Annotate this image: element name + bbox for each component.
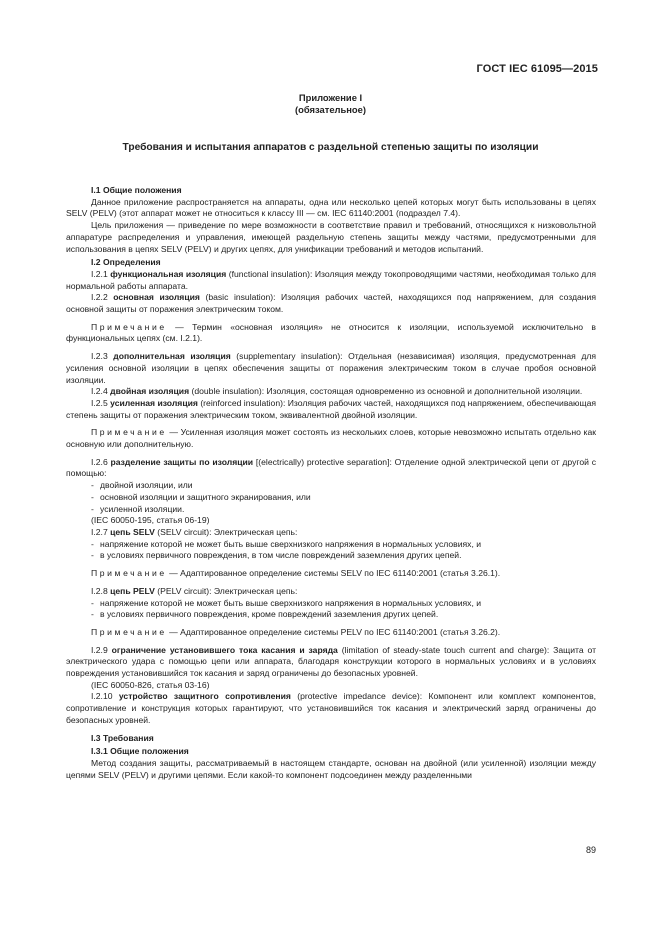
term: цепь SELV <box>110 526 155 537</box>
annex-status: (обязательное) <box>295 104 366 115</box>
note-label: Примечание <box>91 427 167 438</box>
note-label: Примечание <box>91 321 167 332</box>
page-number: 89 <box>585 845 596 855</box>
term: двойная изоляция <box>110 386 190 397</box>
reference: (IEC 60050-826, статья 03-16) <box>91 679 210 690</box>
definition: I.2.5 усиленная изоляция (reinforced insulation): Изоляция рабочих частей, находящихся под напряжением, обеспечивающая степень защиты от поражения электрическим током, эквивалентной двойной изоляции. <box>66 397 597 420</box>
definition: I.2.10 устройство защитного сопротивления (protective impedance device): Компонент или комплект компонентов, сопротивление и конструкция которых гарантируют, что установившийся ток касания и электрический заряд ограничены до безопасных уровней. <box>66 691 597 725</box>
definition: I.2.2 основная изоляция (basic insulation): Изоляция рабочих частей, находящихся под напряжением, для создания основной защиты от поражения электрическим током. <box>66 292 596 315</box>
definition: I.2.1 функциональная изоляция (functional insulation): Изоляция между токопроводящими частями, необходимая только для нормальной работы аппарата. <box>66 268 596 291</box>
definition: I.2.7 цепь SELV (SELV circuit): Электрическая цепь: <box>91 526 298 537</box>
list-item: - напряжение которой не может быть выше сверхнизкого напряжения в нормальных условиях, и <box>91 538 482 549</box>
term: функциональная изоляция <box>110 268 227 279</box>
term: основная изоляция <box>113 292 200 303</box>
list-item: - двойной изоляции, или <box>91 480 193 491</box>
term: дополнительная изоляция <box>113 351 231 362</box>
list-item: - в условиях первичного повреждения, в том числе повреждений заземления других цепей. <box>91 550 462 561</box>
definition: I.2.6 разделение защиты по изоляции [(electrically) protective separation]: Отделение одной электрической цепи от другой с помощью: <box>66 456 597 479</box>
list-item: - напряжение которой не может быть выше сверхнизкого напряжения в нормальных условиях, и <box>91 597 482 608</box>
section-heading: I.2 Определения <box>91 257 161 268</box>
definition: I.2.3 дополнительная изоляция (supplementary insulation): Отдельная (независимая) изоляция, предусмотренная для усиления основной изоляции в цепях обеспечения защиты от поражения электрическим током в случае пробоя основной изоляции. <box>66 351 597 385</box>
term: цепь PELV <box>110 585 155 596</box>
annex-title: Приложение I <box>298 92 363 103</box>
list-item: - усиленной изоляции. <box>91 503 185 514</box>
page-title: Требования и испытания аппаратов с раздельной степенью защиты по изоляции <box>122 142 539 153</box>
term: устройство защитного сопротивления <box>118 691 291 702</box>
reference: (IEC 60050-195, статья 06-19) <box>91 515 210 526</box>
paragraph: Цель приложения — приведение по мере возможности в соответствие правил и требований, относящихся к низковольтной аппаратуре распределения и управления, имеющей раздельную степень защиты между частями, предусмотренными для использования в цепях SELV (PELV) и других цепях, для унификации требований и методов испытаний. <box>66 220 596 254</box>
term: усиленная изоляция <box>110 397 198 408</box>
definition: I.2.9 ограничение установившего тока касания и заряда (limitation of steady-state touch current and charge): Защита от электрического удара с помощью цепи или аппарата, благодаря конструкции которого в нормальных условиях и в условиях повреждения установившийся ток касания и заряд ограничены до безопасных уровней. <box>66 644 597 679</box>
list-item: - в условиях первичного повреждения, кроме повреждений заземления других цепей. <box>91 609 439 620</box>
note-label: Примечание <box>91 568 167 579</box>
annex-heading <box>0 92 661 116</box>
paragraph: Данное приложение распространяется на аппараты, одна или несколько цепей которых могут быть использованы в цепях SELV (PELV) (этот аппарат может не относиться к классу III — см. IEC 61140:2001 (подраздел 7.4). <box>66 196 596 219</box>
definition: I.2.8 цепь PELV (PELV circuit): Электрическая цепь: <box>91 585 298 596</box>
note-label: Примечание <box>91 626 167 637</box>
term: разделение защиты по изоляции <box>110 456 254 467</box>
note: Примечание — Адаптированное определение системы PELV по IEC 61140:2001 (статья 3.26.2). <box>91 626 501 637</box>
note: Примечание — Адаптированное определение системы SELV по IEC 61140:2001 (статья 3.26.1). <box>91 568 501 579</box>
paragraph: Метод создания защиты, рассматриваемый в настоящем стандарте, основан на двойной (или усиленной) изоляции между цепями SELV (PELV) и другими цепями. Если какой-то компонент подсоединен между разделенными <box>66 757 596 780</box>
document-body <box>66 183 596 781</box>
section-heading: I.3 Требования <box>91 732 154 743</box>
subsection-heading: I.3.1 Общие положения <box>91 746 189 757</box>
note: Примечание — Термин «основная изоляция» не относится к изоляции, используемой исключительно в функциональных цепях (см. I.2.1). <box>66 321 596 344</box>
definition: I.2.4 двойная изоляция (double insulation): Изоляция, состоящая одновременно из основной и дополнительной изоляции. <box>91 386 583 397</box>
term: ограничение установившего тока касания и заряда <box>111 644 338 655</box>
list-item: - основной изоляции и защитного экранирования, или <box>91 491 311 502</box>
document-code: ГОСТ IEC 61095—2015 <box>476 63 598 75</box>
note: Примечание — Усиленная изоляция может состоять из нескольких слоев, которые невозможно испытать отдельно как основную или дополнительную. <box>66 427 596 450</box>
section-heading: I.1 Общие положения <box>91 185 182 195</box>
